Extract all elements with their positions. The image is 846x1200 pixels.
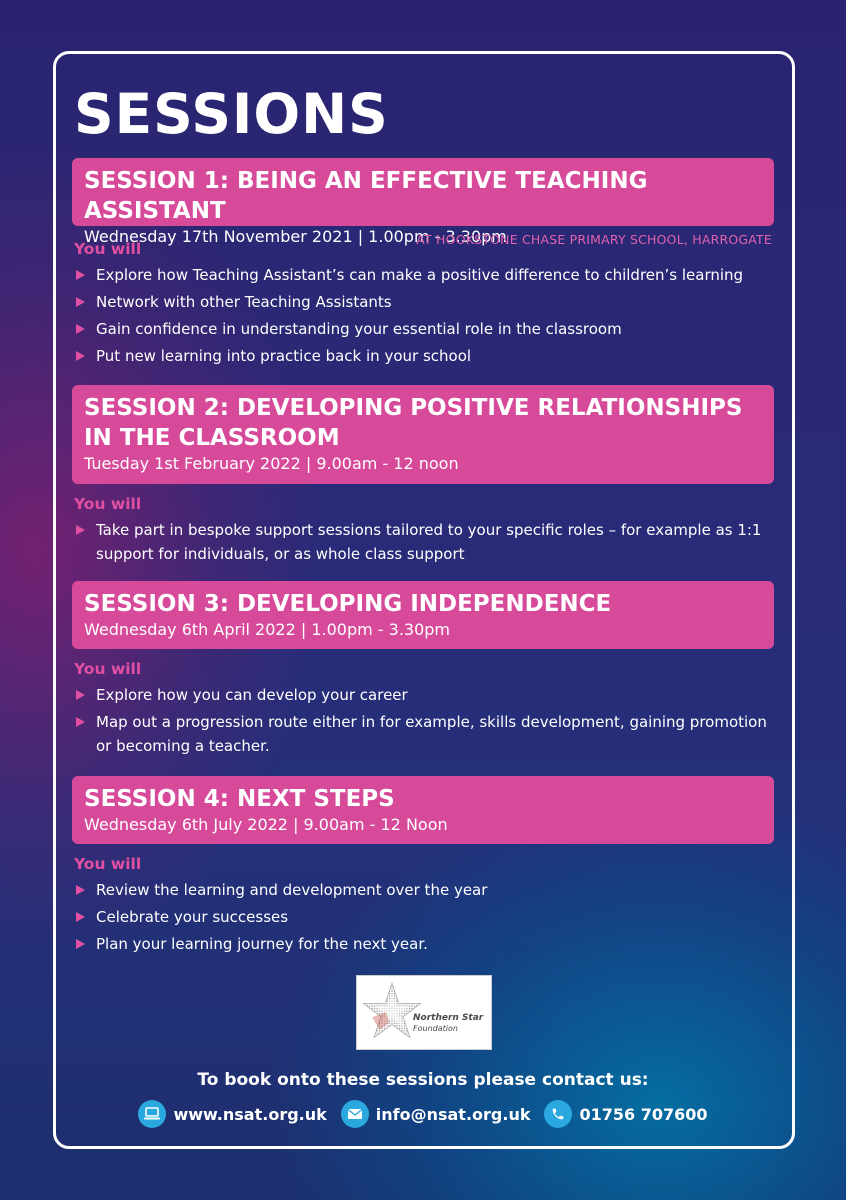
triangle-bullet-icon — [76, 351, 85, 361]
logo-name: Northern Star — [413, 1013, 484, 1023]
session-3-title: SESSION 3: DEVELOPING INDEPENDENCE — [84, 591, 612, 617]
list-item: Map out a progression route either in for example, skills development, gaining promotion or becoming a teacher. — [74, 710, 784, 758]
session-2-header — [72, 385, 774, 484]
session-2-title: SESSION 2: DEVELOPING POSITIVE RELATIONSHIPS IN THE CLASSROOM — [84, 395, 743, 451]
list-item: Put new learning into practice back in your school — [74, 344, 784, 368]
session-3-you-will: You will — [74, 660, 142, 678]
list-item: Explore how you can develop your career — [74, 683, 784, 707]
list-item: Celebrate your successes — [74, 905, 784, 929]
list-item: Review the learning and development over the year — [74, 878, 784, 902]
page-title: SESSIONS — [74, 82, 389, 146]
contact-website[interactable] — [138, 1100, 326, 1128]
contact-row — [0, 1100, 846, 1128]
session-4-header — [72, 776, 774, 844]
contact-email[interactable] — [341, 1100, 531, 1128]
session-3-date: Wednesday 6th April 2022 | 1.00pm - 3.30pm — [84, 620, 451, 639]
triangle-bullet-icon — [76, 912, 85, 922]
session-1-bullets — [74, 263, 784, 371]
phone-number[interactable]: 01756 707600 — [579, 1104, 708, 1124]
session-4-bullets — [74, 878, 784, 959]
website-link[interactable]: www.nsat.org.uk — [173, 1104, 327, 1124]
triangle-bullet-icon — [76, 324, 85, 334]
triangle-bullet-icon — [76, 525, 85, 535]
northern-star-logo — [356, 975, 492, 1050]
session-4-title: SESSION 4: NEXT STEPS — [84, 786, 395, 812]
triangle-bullet-icon — [76, 885, 85, 895]
triangle-bullet-icon — [76, 690, 85, 700]
session-2-you-will: You will — [74, 495, 142, 513]
contact-phone[interactable] — [544, 1100, 707, 1128]
email-link[interactable]: info@nsat.org.uk — [375, 1104, 531, 1124]
session-4-you-will: You will — [74, 855, 142, 873]
session-1-you-will: You will — [74, 240, 142, 258]
session-1-venue: AT HOOKSTONE CHASE PRIMARY SCHOOL, HARROGATE — [416, 232, 772, 247]
triangle-bullet-icon — [76, 717, 85, 727]
triangle-bullet-icon — [76, 939, 85, 949]
list-item: Plan your learning journey for the next year. — [74, 932, 784, 956]
session-1-date: Wednesday 17th November 2021 | 1.00pm - 3.30pm — [84, 227, 507, 246]
session-3-header — [72, 581, 774, 649]
list-item: Explore how Teaching Assistant’s can make a positive difference to children’s learning — [74, 263, 784, 287]
logo-subtitle: Foundation — [413, 1024, 458, 1033]
triangle-bullet-icon — [76, 297, 85, 307]
triangle-bullet-icon — [76, 270, 85, 280]
laptop-icon — [138, 1100, 166, 1128]
session-4-date: Wednesday 6th July 2022 | 9.00am - 12 Noon — [84, 815, 448, 834]
session-1-title: SESSION 1: BEING AN EFFECTIVE TEACHING ASSISTANT — [84, 168, 648, 224]
list-item: Take part in bespoke support sessions tailored to your specific roles – for example as 1:1 support for individuals, or as whole class support — [74, 518, 784, 566]
list-item: Network with other Teaching Assistants — [74, 290, 784, 314]
list-item: Gain confidence in understanding your essential role in the classroom — [74, 317, 784, 341]
session-2-date: Tuesday 1st February 2022 | 9.00am - 12 noon — [84, 454, 459, 473]
contact-heading: To book onto these sessions please contact us: — [197, 1070, 649, 1090]
session-3-bullets — [74, 683, 784, 761]
phone-icon — [544, 1100, 572, 1128]
session-2-bullets — [74, 518, 784, 569]
envelope-icon — [341, 1100, 369, 1128]
